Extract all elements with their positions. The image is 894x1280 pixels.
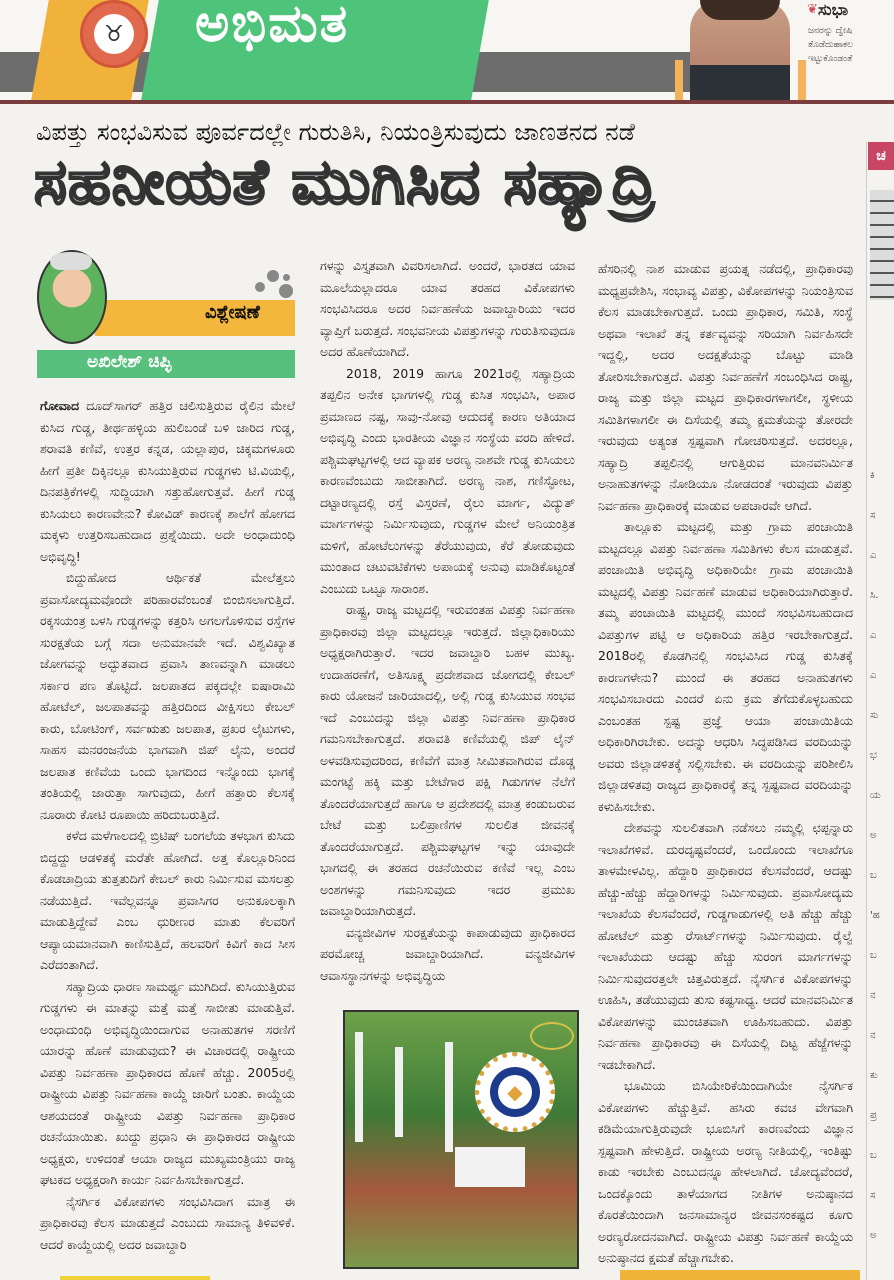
paragraph: ಗಳನ್ನು ವಿಸ್ತೃತವಾಗಿ ವಿವರಿಸಲಾಗಿದೆ. ಅಂದರೆ, ಭಾರತದ ಯಾವ ಮೂಲೆಯಲ್ಲಾದರೂ ಯಾವ ತರಹದ ವಿಕೋಪಗಳು ಸಂಭವಿಸಿದರೂ ಅದರ ನಿರ್ವಹಣೆಯ ಜವಾಬ್ದಾರಿಯು ಇದರ ವ್ಯಾಪ್ತಿಗೆ ಬರುತ್ತದೆ. ಸಂಭವನೀಯ ವಿಪತ್ತುಗಳನ್ನು ಗುರುತಿಸುವುದೂ ಅದರ ಹೊಣೆಯಾಗಿದೆ.: [320, 258, 575, 359]
adjacent-section-tag: ಚ: [868, 142, 894, 170]
adjacent-text-snippet: ಎ: [870, 670, 877, 681]
waterfall-stream: [395, 1047, 403, 1137]
paragraph: ತಾಲ್ಲೂಕು ಮಟ್ಟದಲ್ಲಿ ಮತ್ತು ಗ್ರಾಮ ಪಂಚಾಯಿತಿ ಮಟ್ಟದಲ್ಲೂ ವಿಪತ್ತು ನಿರ್ವಹಣಾ ಸಮಿತಿಗಳು ಕೆಲಸ ಮಾಡುತ್ತವೆ. ಪಂಚಾಯಿತಿ ಅಭಿವೃದ್ಧಿ ಅಧಿಕಾರಿಯೇ ಗ್ರಾಮ ಪಂಚಾಯಿತಿ ಮಟ್ಟದಲ್ಲಿ ವಿಪತ್ತು ನಿರ್ವಹಣೆ ಮಾಡುವ ಅಧಿಕಾರಿಯಾಗಿರುತ್ತಾರೆ. ತಮ್ಮ ಪಂಚಾಯಿತಿ ಮಟ್ಟದಲ್ಲಿ ಮುಂದೆ ಸಂಭವಿಸಬಹುದಾದ ವಿಪತ್ತುಗಳ ಪಟ್ಟಿ ಆ ಅಧಿಕಾರಿಯ ಹತ್ತಿರ ಇರಬೇಕಾಗುತ್ತದೆ. 2018ರಲ್ಲಿ ಕೊಡಗಿನಲ್ಲಿ ಸಂಭವಿಸಿದ ಗುಡ್ಡ ಕುಸಿತಕ್ಕೆ ಕಾರಣಗಳೇನು? ಮುಂದೆ ಈ ತರಹದ ಅನಾಹುತಗಳು ಸಂಭವಿಸಬಾರದು ಎಂದರೆ ಏನು ಕ್ರಮ ತೆಗೆದುಕೊಳ್ಳಬಹುದು ಎಂಬಂತಹ ಸ್ಪಷ್ಟ ಪ್ರಜ್ಞೆ ಆಯಾ ಪಂಚಾಯಿತಿಯ ಅಧಿಕಾರಿಗಿರಬೇಕು. ಅದನ್ನು ಆಧರಿಸಿ ಸಿದ್ಧಪಡಿಸಿದ ವರದಿಯನ್ನು ಅವರು ಜಿಲ್ಲಾಡಳಿತಕ್ಕೆ ಸಲ್ಲಿಸಬೇಕು. ಈ ವರದಿಯನ್ನು ಪರಿಶೀಲಿಸಿ ಜಿಲ್ಲಾಡಳಿತವು ರಾಜ್ಯದ ಪ್ರಾಧಿಕಾರಕ್ಕೆ ತನ್ನ ಸ್ಪಷ್ಟವಾದ ವರದಿಯನ್ನು ಕಳುಹಿಸಬೇಕು.: [598, 519, 853, 814]
adjacent-text-snippet: ಕು: [870, 1070, 878, 1081]
paragraph: ದೇಶವನ್ನು ಸುಲಲಿತವಾಗಿ ನಡೆಸಲು ನಮ್ಮಲ್ಲಿ ಛಪ್ಪನ್ನಾರು ಇಲಾಖೆಗಳಿವೆ. ದುರದೃಷ್ಟವೆಂದರೆ, ಒಂದೊಂದು ಇಲಾಖೆಗೂ ತಾಳಮೇಳವಿಲ್ಲ. ಹೆದ್ದಾರಿ ಪ್ರಾಧಿಕಾರದ ಕೆಲಸವೆಂದರೆ, ಆದಷ್ಟು ಹೆಚ್ಚು-ಹೆಚ್ಚು ಹೆದ್ದಾರಿಗಳನ್ನು ನಿರ್ಮಿಸುವುದು. ಪ್ರವಾಸೋದ್ಯಮ ಇಲಾಖೆಯ ಕೆಲಸವೆಂದರೆ, ಗುಡ್ಡಗಾಡುಗಳಲ್ಲಿ ಅತಿ ಹೆಚ್ಚು ಹೆಚ್ಚು ಹೋಟೆಲ್ ಮತ್ತು ರೆಸಾರ್ಟ್‌ಗಳನ್ನು ನಿರ್ಮಿಸುವುದು. ರೈಲ್ವೆ ಇಲಾಖೆಯದು ಆದಷ್ಟು ಹೆಚ್ಚು ಸುರಂಗ ಮಾರ್ಗಗಳನ್ನು ನಿರ್ಮಿಸುವುದರತ್ತಲೇ ಚಿತ್ತವಿರುತ್ತದೆ. ನೈಸರ್ಗಿಕ ವಿಕೋಪಗಳನ್ನು ಊಹಿಸಿ, ತಡೆಯುವುದು ತುಸು ಕಷ್ಟಸಾಧ್ಯ. ಆದರೆ ಮಾನವನಿರ್ಮಿತ ವಿಕೋಪಗಳನ್ನು ಮುಂಚಿತವಾಗಿ ಊಹಿಸಬಹುದು. ವಿಪತ್ತು ನಿರ್ವಹಣಾ ಪ್ರಾಧಿಕಾರವು ಈ ದಿಸೆಯಲ್ಲಿ ದಿಟ್ಟ ಹೆಜ್ಜೆಗಳನ್ನು ಇಡಬೇಕಾಗಿದೆ.: [598, 820, 853, 1072]
paragraph: ಕಳೆದ ಮಳೆಗಾಲದಲ್ಲಿ ಬ್ರಿಟಿಷ್ ಬಂಗಲೆಯ ತಳಭಾಗ ಕುಸಿದು ಬಿದ್ದದ್ದು ಆಡಳಿತಕ್ಕೆ ಮರೆತೇ ಹೋಗಿದೆ. ಅತ್ತ ಕೊಲ್ಲೂರಿನಿಂದ ಕೊಡಚಾದ್ರಿಯ ತುತ್ತತುದಿಗೆ ಕೇಬಲ್ ಕಾರು ನಿರ್ಮಿಸುವ ಮಸಲತ್ತು ನಡೆಯುತ್ತಿದೆ. ಇವೆಲ್ಲವನ್ನೂ ಪ್ರವಾಸಿಗರ ಅನುಕೂಲಕ್ಕಾಗಿ ಮಾಡುತ್ತಿದ್ದೇವೆ ಎಂಬ ಧುರೀಣರ ಮಾತು ಕೆಲವರಿಗೆ ಆಪ್ಯಾಯಮಾನವಾಗಿ ಕಾಣಿಸುತ್ತಿದೆ, ಹಲವರಿಗೆ ಕಿವಿಗೆ ಕಾದ ಸೀಸ ಎರೆದಂತಾಗಿದೆ.: [40, 828, 295, 972]
article-column-1: [40, 395, 295, 1255]
author-name: ಅಖಿಲೇಶ್ ಚಿಪ್ಳಿ: [87, 352, 172, 372]
highlight-circle: [530, 1022, 574, 1050]
house-in-photo: [455, 1147, 525, 1187]
adjacent-text-snippet: ಯ: [870, 790, 881, 801]
paragraph: ಬಿದ್ದುಹೋದ ಆರ್ಥಿಕತೆ ಮೇಲೆತ್ತಲು ಪ್ರವಾಸೋದ್ಯಮವೊಂದೇ ಪರಿಹಾರವೆಂಬಂತೆ ಬಿಂಬಿಸಲಾಗುತ್ತಿದೆ. ರಕ್ಕಸಯಂತ್ರ ಬಳಸಿ ಗುಡ್ಡಗಳನ್ನು ಕತ್ತರಿಸಿ ಅಗಲಗೊಳಿಸುವ ರಸ್ತೆಗಳ ಸುರಕ್ಷತೆಯ ಬಗ್ಗೆ ಸದಾ ಅನುಮಾನವೇ ಇದೆ. ವಿಶ್ವವಿಖ್ಯಾತ ಜೋಗವನ್ನು ಅದ್ಭುತವಾದ ಪ್ರವಾಸಿ ತಾಣವನ್ನಾಗಿ ಮಾಡಲು ಸರ್ಕಾರ ಪಣ ತೊಟ್ಟಿದೆ. ಜಲಪಾತದ ಪಕ್ಕದಲ್ಲೇ ಐಷಾರಾಮಿ ಹೋಟೆಲ್, ಜಲಪಾತವನ್ನು ಹತ್ತಿರದಿಂದ ವೀಕ್ಷಿಸಲು ಕೇಬಲ್ ಕಾರು, ಬೋಟಿಂಗ್, ಸರ್ವಋತು ಜಲಪಾತ, ಪ್ರಖರ ಲೈಟುಗಳು, ಸಾಹಸ ಮನರಂಜನೆಯ ಭಾಗವಾಗಿ ಜಿಪ್ ಲೈನು, ಅಂದರೆ ಜಲಪಾತ ಕಣಿವೆಯ ಒಂದು ಭಾಗದಿಂದ ಇನ್ನೊಂದು ಭಾಗಕ್ಕೆ ತಂತಿಯಲ್ಲಿ ಜಾರುತ್ತಾ ಸಾಗುವುದು, ಹೀಗೆ ಹತ್ತಾರು ಕೆಲಸಕ್ಕೆ ನೂರಾರು ಕೋಟಿ ರೂಪಾಯಿ ಹರಿದುಬರುತ್ತಿದೆ.: [40, 570, 295, 822]
adjacent-text-snippet: ಸ: [870, 1190, 876, 1201]
adjacent-text-snippet: ಎ: [870, 550, 877, 561]
waterfall-stream: [355, 1032, 363, 1142]
columnist-photo-hair: [700, 0, 780, 20]
adjacent-text-snippet: ಸು: [870, 710, 879, 721]
category-band: [95, 300, 295, 336]
nandi-emblem-icon: ♉: [80, 0, 148, 68]
paragraph: ರಾಷ್ಟ್ರ, ರಾಜ್ಯ ಮಟ್ಟದಲ್ಲಿ ಇರುವಂತಹ ವಿಪತ್ತು ನಿರ್ವಹಣಾ ಪ್ರಾಧಿಕಾರವು ಜಿಲ್ಲಾ ಮಟ್ಟದಲ್ಲೂ ಇರುತ್ತದೆ. ಜಿಲ್ಲಾಧಿಕಾರಿಯು ಅಧ್ಯಕ್ಷರಾಗಿರುತ್ತಾರೆ. ಇದರ ಜವಾಬ್ದಾರಿ ಬಹಳ ಮುಖ್ಯ. ಉದಾಹರಣೆಗೆ, ಅತಿಸೂಕ್ಷ್ಮ ಪ್ರದೇಶವಾದ ಜೋಗದಲ್ಲಿ ಕೇಬಲ್ ಕಾರು ಯೋಜನೆ ಜಾರಿಯಾದಲ್ಲಿ, ಅಲ್ಲಿ ಗುಡ್ಡ ಕುಸಿಯುವ ಸಂಭವ ಇದೆ ಎಂಬುದನ್ನು ಜಿಲ್ಲಾ ವಿಪತ್ತು ನಿರ್ವಹಣಾ ಪ್ರಾಧಿಕಾರ ಗಮನಿಸಬೇಕಾಗುತ್ತದೆ. ಶರಾವತಿ ಕಣಿವೆಯಲ್ಲಿ ಜಿಪ್ ಲೈನ್ ಅಳವಡಿಸುವುದರಿಂದ, ಕಣಿವೆಗೆ ಮಾತ್ರ ಸೀಮಿತವಾಗಿರುವ ದೊಡ್ಡ ಮಂಗಟ್ಟೆ ಹಕ್ಕಿ ಮತ್ತು ಬೇಟೆಗಾರ ಪಕ್ಷಿ ಗಿಡುಗಗಳ ನೆಲೆಗೆ ತೊಂದರೆಯಾಗುತ್ತದೆ ಹಾಗೂ ಆ ಪ್ರದೇಶದಲ್ಲಿ ಮಾತ್ರ ಕಂಡುಬರುವ ಬೇಟೆ ಮತ್ತು ಬಲಿಪ್ರಾಣಿಗಳ ಸುಲಲಿತ ಜೀವನಕ್ಕೆ ತೊಂದರೆಯಾಗುತ್ತದೆ. ಪಶ್ಚಿಮಘಟ್ಟಗಳ ಇನ್ನು ಯಾವುದೇ ಭಾಗದಲ್ಲಿ ಈ ತರಹದ ರಚನೆಯಿರುವ ಕಣಿವೆ ಇಲ್ಲ ಎಂಬ ಅಂಶಗಳನ್ನು ಗಮನಿಸುವುದು ಇದರ ಪ್ರಮುಖ ಜವಾಬ್ದಾರಿಯಾಗಿರುತ್ತದೆ.: [320, 602, 575, 918]
quote-heading: ಸುಭಾ: [818, 0, 849, 19]
article-kicker: ವಿಪತ್ತು ಸಂಭವಿಸುವ ಪೂರ್ವದಲ್ಲೇ ಗುರುತಿಸಿ, ನಿಯಂತ್ರಿಸುವುದು ಜಾಣತನದ ನಡೆ: [36, 118, 635, 146]
waterfall-stream: [445, 1042, 453, 1152]
orange-accent-bar: [675, 60, 683, 100]
adjacent-text-snippet: ನ: [870, 1030, 876, 1041]
article-column-2: [320, 255, 575, 986]
paragraph: ಹೆಸರಿನಲ್ಲಿ ನಾಶ ಮಾಡುವ ಪ್ರಯತ್ನ ನಡೆದಲ್ಲಿ, ಪ್ರಾಧಿಕಾರವು ಮಧ್ಯಪ್ರವೇಶಿಸಿ, ಸಂಭಾವ್ಯ ವಿಪತ್ತು, ವಿಕೋಪಗಳನ್ನು ನಿಯಂತ್ರಿಸುವ ಕೆಲಸ ಮಾಡಬೇಕಾಗುತ್ತದೆ. ಒಂದು ಪ್ರಾಧಿಕಾರ, ಸಮಿತಿ, ಸಂಸ್ಥೆ ಅಥವಾ ಇಲಾಖೆ ತನ್ನ ಕರ್ತವ್ಯವನ್ನು ಸರಿಯಾಗಿ ನಿರ್ವಹಿಸದೇ ಇದ್ದಲ್ಲಿ, ಅದರ ಅದಕ್ಷತೆಯನ್ನು ಬೊಟ್ಟು ಮಾಡಿ ತೋರಿಸಬೇಕಾಗುತ್ತದೆ. ವಿಪತ್ತು ನಿರ್ವಹಣೆಗೆ ಸಂಬಂಧಿಸಿದ ರಾಷ್ಟ್ರ, ರಾಜ್ಯ ಮತ್ತು ಜಿಲ್ಲಾ ಮಟ್ಟದ ಪ್ರಾಧಿಕಾರಗಳಾಗಲೀ, ಸ್ಥಳೀಯ ಸಮಿತಿಗಳಾಗಲೀ ಈ ದಿಸೆಯಲ್ಲಿ ತಮ್ಮ ಕ್ಷಮತೆಯನ್ನು ತೋರದೇ ಇರುವುದು ಅತ್ಯಂತ ಸ್ಪಷ್ಟವಾಗಿ ಗೋಚರಿಸುತ್ತದೆ. ಅದರಲ್ಲೂ, ಸಹ್ಯಾದ್ರಿ ತಪ್ಪಲಿನಲ್ಲಿ ಆಗುತ್ತಿರುವ ಮಾನವನಿರ್ಮಿತ ಅನಾಹುತಗಳನ್ನು ನೋಡಿಯೂ ನೋಡದಂತೆ ಇರುವುದು ವಿಪತ್ತು ನಿರ್ವಹಣಾ ಪ್ರಾಧಿಕಾರಕ್ಕೆ ಮಾಡುವ ಅಪಚಾರವೇ ಆಗಿದೆ.: [598, 261, 853, 513]
adjacent-text-snippet: ಅ: [870, 1230, 877, 1241]
section-title: ಅಭಿಮತ: [195, 0, 350, 54]
quote-line: ಇಟ್ಟುಕೊಂಡಂತೆ: [808, 54, 853, 64]
adjacent-text-snippet: ಸ: [870, 510, 876, 521]
paragraph: 2018, 2019 ಹಾಗೂ 2021ರಲ್ಲಿ ಸಹ್ಯಾದ್ರಿಯ ತಪ್ಪಲಿನ ಅನೇಕ ಭಾಗಗಳಲ್ಲಿ ಗುಡ್ಡ ಕುಸಿತ ಸಂಭವಿಸಿ, ಅಪಾರ ಪ್ರಮಾಣದ ನಷ್ಟ, ಸಾವು-ನೋವು ಆದುದಕ್ಕೆ ಕಾರಣ ಅತಿಯಾದ ಅಭಿವೃದ್ಧಿ ಎಂದು ಭಾರತೀಯ ವಿಜ್ಞಾನ ಸಂಸ್ಥೆಯ ವರದಿ ಹೇಳಿದೆ. ಪಶ್ಚಿಮಘಟ್ಟಗಳಲ್ಲಿ ಆದ ವ್ಯಾಪಕ ಅರಣ್ಯ ನಾಶವೇ ಗುಡ್ಡ ಕುಸಿಯಲು ಕಾರಣವೆಂಬುದು ಸಾಬೀತಾಗಿದೆ. ಅರಣ್ಯ ನಾಶ, ಗಣಿಸ್ಫೋಟ, ದಟ್ಟಾರಣ್ಯದಲ್ಲಿ ರಸ್ತೆ ವಿಸ್ತರಣೆ, ರೈಲು ಮಾರ್ಗ, ವಿದ್ಯುತ್ ಮಾರ್ಗಗಳನ್ನು ನಿರ್ಮಿಸುವುದು, ಗುಡ್ಡಗಳ ಮೇಲೆ ಅನಿಯಂತ್ರಿತ ಮಳಿಗೆ, ಹೋಟೆಲುಗಳನ್ನು ತೆರೆಯುವುದು, ಕೆರೆ ತೋಡುವುದು ಮುಂತಾದ ಚಟುವಟಿಕೆಗಳು ಅಪಾಯಕ್ಕೆ ಅನುವು ಮಾಡಿಕೊಟ್ಟಂತೆ ಎಂಬುದು ಒಟ್ಟೂ ಸಾರಾಂಶ.: [320, 365, 575, 596]
flower-icon: ❦: [807, 2, 818, 17]
paragraph: ನೈಸರ್ಗಿಕ ವಿಕೋಪಗಳು ಸಂಭವಿಸಿದಾಗ ಮಾತ್ರ ಈ ಪ್ರಾಧಿಕಾರವು ಕೆಲಸ ಮಾಡುತ್ತದೆ ಎಂಬುದು ಸಾಮಾನ್ಯ ತಿಳಿವಳಿಕೆ. ಆದರೆ ಕಾಯ್ದೆಯಲ್ಲಿ ಅದರ ಜವಾಬ್ದಾರಿ: [40, 1193, 295, 1252]
adjacent-text-snippet: 'ಹ: [870, 910, 880, 921]
author-band: [37, 350, 295, 378]
author-photo-hair: [50, 252, 92, 270]
adjacent-text-snippet: ಬ: [870, 870, 877, 881]
masthead: [0, 0, 894, 100]
paragraph: ಸಹ್ಯಾದ್ರಿಯ ಧಾರಣ ಸಾಮರ್ಥ್ಯ ಮುಗಿದಿದೆ. ಕುಸಿಯುತ್ತಿರುವ ಗುಡ್ಡಗಳು ಈ ಮಾತನ್ನು ಮತ್ತೆ ಮತ್ತೆ ಸಾಬೀತು ಮಾಡುತ್ತಿವೆ. ಅಂಧಾದುಂಧಿ ಅಭಿವೃದ್ಧಿಯಿಂದಾಗುವ ಅನಾಹುತಗಳ ಸರಣಿಗೆ ಯಾರನ್ನು ಹೊಣೆ ಮಾಡುವುದು? ಈ ವಿಚಾರದಲ್ಲಿ ರಾಷ್ಟ್ರೀಯ ವಿಪತ್ತು ನಿರ್ವಹಣಾ ಪ್ರಾಧಿಕಾರದ ಹೊಣೆ ಹೆಚ್ಚು. 2005ರಲ್ಲಿ ರಾಷ್ಟ್ರೀಯ ವಿಪತ್ತು ನಿರ್ವಹಣಾ ಕಾಯ್ದೆ ಜಾರಿಗೆ ಬಂತು. ಕಾಯ್ದೆಯ ಆಶಯದಂತೆ ರಾಷ್ಟ್ರೀಯ ವಿಪತ್ತು ನಿರ್ವಹಣಾ ಪ್ರಾಧಿಕಾರ ರಚನೆಯಾಯಿತು. ಖುದ್ದು ಪ್ರಧಾನಿ ಈ ಪ್ರಾಧಿಕಾರದ ರಾಷ್ಟ್ರೀಯ ಅಧ್ಯಕ್ಷರು, ಉಳಿದಂತೆ ಆಯಾ ರಾಜ್ಯದ ಮುಖ್ಯಮಂತ್ರಿಯು ರಾಜ್ಯ ಘಟಕದ ಅಧ್ಯಕ್ಷರಾಗಿ ಕಾರ್ಯ ನಿರ್ವಹಿಸಬೇಕಾಗುತ್ತದೆ.: [40, 978, 295, 1187]
adjacent-text-snippet: ಬ: [870, 950, 877, 961]
article-headline: ಸಹನೀಯತೆ ಮುಗಿಸಿದ ಸಹ್ಯಾದ್ರಿ: [34, 145, 656, 218]
adjacent-illustration: [870, 190, 894, 300]
orange-accent-bar: [798, 60, 806, 100]
adjacent-text-snippet: ನ: [870, 990, 876, 1001]
paragraph: ಗೋವಾದ ದೂದ್‌ಸಾಗರ್ ಹತ್ತಿರ ಚಲಿಸುತ್ತಿರುವ ರೈಲಿನ ಮೇಲೆ ಕುಸಿದ ಗುಡ್ಡ, ತೀರ್ಥಹಳ್ಳಿಯ ಹುಲಿಬಂಡೆ ಬಳಿ ಜಾರಿದ ಗುಡ್ಡ, ಶರಾವತಿ ಕಣಿವೆ, ಉತ್ತರ ಕನ್ನಡ, ಯಲ್ಲಾಪುರ, ಚಿಕ್ಕಮಗಳೂರು ಹೀಗೆ ಪ್ರತೀ ದಿಕ್ಕಿನಲ್ಲೂ ಕುಸಿಯುತ್ತಿರುವ ಗುಡ್ಡಗಳು ಟಿ.ವಿಯಲ್ಲಿ, ದಿನಪತ್ರಿಕೆಗಳಲ್ಲಿ ಸುದ್ದಿಯಾಗಿ ಸತ್ತುಹೋಗುತ್ತವೆ. ಹೀಗೆ ಗುಡ್ಡ ಕುಸಿಯಲು ಕಾರಣವೇನು? ಕೋವಿಡ್ ಕಾರಣಕ್ಕೆ ಶಾಲೆಗೆ ಹೋಗದ ಮಕ್ಕಳು ಉತ್ತರಿಸಬಹುದಾದ ಪ್ರಶ್ನೆಯಿದು. ಅದೇ ಅಂಧಾದುಂಧಿ ಅಭಿವೃದ್ಧಿ!: [40, 398, 295, 564]
bottom-yellow-band: [60, 1276, 210, 1280]
category-label: ವಿಶ್ಲೇಷಣೆ: [205, 302, 260, 323]
adjacent-text-snippet: ಸಿ.: [870, 590, 879, 601]
bottom-yellow-band: [620, 1270, 860, 1280]
masthead-rule: [0, 100, 894, 104]
adjacent-text-snippet: ಕಿ: [870, 470, 875, 481]
adjacent-text-snippet: ಅ: [870, 830, 877, 841]
quote-line: ಜನರನ್ನು ದ್ವೇಷಿ: [808, 26, 853, 36]
paragraph: ವನ್ಯಜೀವಿಗಳ ಸುರಕ್ಷತೆಯನ್ನು ಕಾಪಾಡುವುದು ಪ್ರಾಧಿಕಾರದ ಪರಮೋಚ್ಚ ಜವಾಬ್ದಾರಿಯಾಗಿದೆ. ವನ್ಯಜೀವಿಗಳ ಆವಾಸಸ್ಥಾನಗಳನ್ನು ಅಭಿವೃದ್ಧಿಯ: [320, 924, 575, 983]
lead-in-word: ಗೋವಾದ: [40, 398, 80, 413]
quote-line: ತೊಡೆದುಹಾಕಲ: [808, 40, 853, 50]
adjacent-text-snippet: ಎ: [870, 630, 877, 641]
paragraph: ಭೂಮಿಯ ಬಿಸಿಯೇರಿಕೆಯಿಂದಾಗಿಯೇ ನೈಸರ್ಗಿಕ ವಿಕೋಪಗಳು ಹೆಚ್ಚುತ್ತಿವೆ. ಹಸಿರು ಕವಚ ವೇಗವಾಗಿ ಕಡಿಮೆಯಾಗುತ್ತಿರುವುದೇ ಭೂಬಿಸಿಗೆ ಕಾರಣವೆಂದು ವಿಜ್ಞಾನ ಸ್ಪಷ್ಟವಾಗಿ ಹೇಳುತ್ತಿದೆ. ರಾಷ್ಟ್ರೀಯ ಅರಣ್ಯ ನೀತಿಯಲ್ಲಿ, ಇಂತಿಷ್ಟು ಕಾಡು ಇರಬೇಕು ಎಂಬುದನ್ನೂ ಹೇಳಲಾಗಿದೆ. ಚೋದ್ಯವೆಂದರೆ, ಒಂದಕ್ಕೊಂದು ತಾಳೆಯಾಗದ ನೀತಿಗಳ ಅನುಷ್ಠಾನದ ಕೊರತೆಯಿಂದಾಗಿ ಜನಸಾಮಾನ್ಯರ ಜೀವನಸಂಕಷ್ಟದ ಕೂಗು ಅರಣ್ಯರೋದನವಾಗಿದೆ. ರಾಷ್ಟ್ರೀಯ ವಿಪತ್ತು ನಿರ್ವಹಣೆ ಕಾಯ್ದೆಯ ಅನುಷ್ಠಾನದ ಕ್ಷಮತೆ ಹೆಚ್ಚಾಗಬೇಕು.: [598, 1078, 853, 1265]
waterfall-landslide-photo: [343, 1010, 579, 1269]
adjacent-text-snippet: ಬ: [870, 1150, 877, 1161]
adjacent-text-snippet: ಪ್ರ: [870, 1110, 877, 1121]
article-column-3: [598, 258, 853, 1269]
adjacent-text-snippet: ಭ: [870, 750, 877, 761]
india-map-emblem-icon: ◆: [475, 1052, 555, 1132]
